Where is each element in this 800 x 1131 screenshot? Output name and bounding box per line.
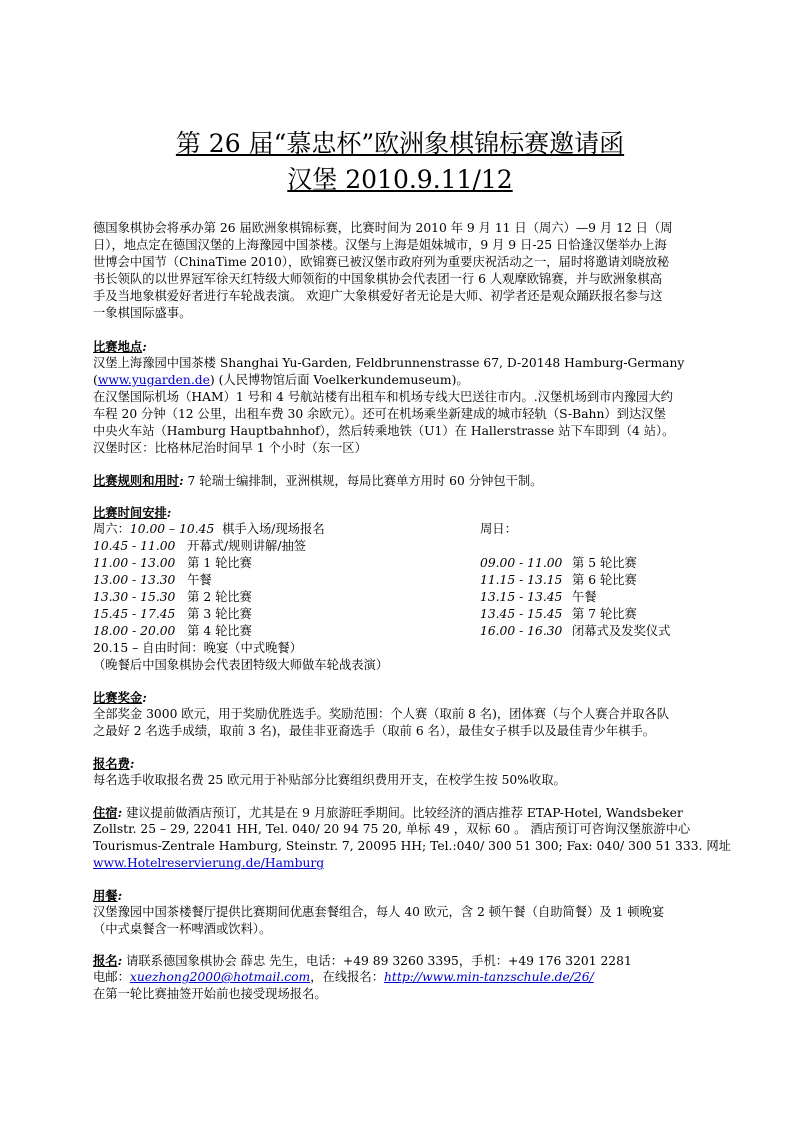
- registration-contact: 请联系德国象棋协会 薛忠 先生，电话：+49 89 3260 3395，手机：+49 176 3201 2281: [122, 954, 632, 968]
- schedule-heading-line: [93, 504, 708, 521]
- venue-open-paren: (: [93, 373, 98, 387]
- saturday-row: [93, 606, 252, 623]
- registration-heading-colon: :: [117, 953, 123, 968]
- venue-directions: 车程 20 分钟（12 公里，出租车费 30 余欧元）。还可在机场乘坐新建成的城市轻轨（S-Bahn）到达汉堡: [93, 407, 666, 421]
- meals-heading-line: [93, 887, 708, 904]
- lodging-text: Zollstr. 25 – 29, 22041 HH, Tel. 040/ 20 94 75 20, 单标 49 ，双标 60 。 酒店预订可咨询汉堡旅游中心: [93, 822, 691, 836]
- saturday-row: [93, 589, 252, 606]
- registration-email-line: [93, 969, 708, 986]
- schedule-event: 第 6 轮比赛: [572, 573, 637, 587]
- schedule-time: 10.00 – 10.45: [129, 522, 215, 536]
- intro-line: 手及当地象棋爱好者进行车轮战表演。 欢迎广大象棋爱好者无论是大师、初学者还是观众踊跃报名参与这: [93, 289, 663, 303]
- intro-paragraph: [93, 220, 708, 322]
- venue-heading-colon: :: [142, 339, 147, 354]
- prizes-section: [93, 689, 708, 740]
- prizes-heading: 比赛奖金: [93, 690, 143, 705]
- venue-directions: 在汉堡国际机场（HAM）1 号和 4 号航站楼有出租车和机场专线大巴送往市内。.汉堡机场到市内豫园大约: [93, 390, 673, 404]
- venue-website-line: [93, 372, 708, 389]
- schedule-table: [93, 521, 713, 681]
- meals-text: 汉堡豫园中国茶楼餐厅提供比赛期间优惠套餐组合，每人 40 欧元，含 2 顿午餐（自助简餐）及 1 顿晚宴: [93, 905, 665, 919]
- prizes-heading-colon: :: [142, 690, 147, 705]
- schedule-time: 11.15 - 13.15: [480, 573, 563, 587]
- schedule-time: 16.00 - 16.30: [480, 624, 563, 638]
- schedule-event: 闭幕式及发奖仪式: [572, 624, 671, 638]
- venue-website-link[interactable]: www.yugarden.de: [97, 373, 210, 387]
- sunday-row: [480, 589, 597, 606]
- schedule-event: 开幕式/规则讲解/抽签: [187, 539, 307, 553]
- registration-note: 在第一轮比赛抽签开始前也接受现场报名。: [93, 987, 327, 1001]
- schedule-time: 18.00 - 20.00: [93, 624, 176, 638]
- schedule-event: 第 3 轮比赛: [187, 607, 252, 621]
- venue-website-rest: ) (人民博物馆后面 Voelkerkundemuseum)。: [209, 373, 469, 387]
- saturday-label: 周六：: [93, 522, 130, 536]
- sunday-row: [480, 623, 670, 640]
- evening-line: （晚餐后中国象棋协会代表团特级大师做车轮战表演）: [93, 658, 389, 672]
- fee-heading: 报名费: [93, 756, 130, 771]
- schedule-event: 第 4 轮比赛: [187, 624, 252, 638]
- venue-directions: 中央火车站（Hamburg Hauptbahnhof），然后转乘地铁（U1）在 Hallerstrasse 站下车即到（4 站）。: [93, 424, 675, 438]
- schedule-time: 13.15 - 13.45: [480, 590, 563, 604]
- schedule-event: 第 2 轮比赛: [187, 590, 252, 604]
- schedule-time: 11.00 - 13.00: [93, 556, 176, 570]
- fee-heading-colon: :: [129, 756, 135, 771]
- schedule-time: 13.00 - 13.30: [93, 573, 176, 587]
- schedule-time: 13.30 - 15.30: [93, 590, 176, 604]
- rules-heading: 比赛规则和用时: [93, 473, 180, 488]
- schedule-time: 15.45 - 17.45: [93, 607, 176, 621]
- rules-text: 7 轮瑞士编排制，亚洲棋规，每局比赛单方用时 60 分钟包干制。: [183, 474, 543, 488]
- schedule-event: 第 7 轮比赛: [572, 607, 637, 621]
- sunday-row: [480, 555, 637, 572]
- schedule-event: 午餐: [187, 573, 212, 587]
- sunday-row: [480, 572, 637, 589]
- online-registration-link[interactable]: http://www.min-tanzschule.de/26/: [384, 970, 594, 984]
- email-link[interactable]: xuezhong2000@hotmail.com: [129, 970, 311, 984]
- online-registration-label: ，在线报名：: [310, 970, 385, 984]
- intro-line: 世博会中国节（ChinaTime 2010），欧锦赛已被汉堡市政府列为重要庆祝活动之一，届时将邀请刘晓放秘: [93, 255, 670, 269]
- rules-section: [93, 472, 708, 489]
- lodging-heading-colon: :: [117, 805, 123, 820]
- prizes-heading-line: [93, 689, 708, 706]
- meals-heading-colon: :: [117, 888, 123, 903]
- saturday-row: [93, 538, 306, 555]
- page-subtitle: 汉堡 2010.9.11/12: [287, 165, 513, 194]
- prizes-text: 全部奖金 3000 欧元，用于奖励优胜选手。奖励范围：个人赛（取前 8 名)，团体赛（与个人赛合并取各队: [93, 707, 670, 721]
- schedule-time: 10.45 - 11.00: [93, 539, 176, 553]
- schedule-time: 09.00 - 11.00: [480, 556, 563, 570]
- intro-line: 一象棋国际盛事。: [93, 306, 192, 320]
- registration-section: [93, 952, 708, 1003]
- lodging-link-line: [93, 855, 708, 872]
- schedule-event: 第 5 轮比赛: [572, 556, 637, 570]
- rules-heading-colon: :: [179, 473, 184, 488]
- fee-heading-line: [93, 755, 708, 772]
- sunday-row: [480, 606, 637, 623]
- schedule-event: 棋手入场/现场报名: [222, 522, 325, 536]
- evening-line: 20.15 – 自由时间：晚宴（中式晚餐）: [93, 641, 303, 655]
- saturday-row: [93, 623, 252, 640]
- lodging-text: Tourismus-Zentrale Hamburg, Steinstr. 7, 20095 HH; Tel.:040/ 300 51 300; Fax: 040/ 300 51 333. 网址: [93, 839, 731, 853]
- prizes-text: 之最好 2 名选手成绩，取前 3 名)，最佳非亚裔选手（取前 6 名），最佳女子棋手以及最佳青少年棋手。: [93, 724, 656, 738]
- intro-line: 德国象棋协会将承办第 26 届欧洲象棋锦标赛，比赛时间为 2010 年 9 月 11 日（周六）—9 月 12 日（周: [93, 221, 673, 235]
- sunday-label: 周日：: [480, 522, 517, 536]
- schedule-time: 13.45 - 15.45: [480, 607, 563, 621]
- venue-address: 汉堡上海豫园中国茶楼 Shanghai Yu-Garden, Feldbrunnenstrasse 67, D-20148 Hamburg-Germany: [93, 356, 685, 370]
- venue-heading-line: [93, 338, 708, 355]
- venue-heading: 比赛地点: [93, 339, 143, 354]
- schedule-event: 第 1 轮比赛: [187, 556, 252, 570]
- saturday-row: [93, 521, 325, 538]
- lodging-line: [93, 804, 708, 821]
- fee-text: 每名选手收取报名费 25 欧元用于补贴部分比赛组织费用开支，在校学生按 50%收取。: [93, 773, 566, 787]
- schedule-heading: 比赛时间安排: [93, 505, 167, 520]
- hotel-reservation-link[interactable]: www.Hotelreservierung.de/Hamburg: [93, 856, 325, 870]
- venue-timezone: 汉堡时区：比格林尼治时间早 1 个小时（东一区）: [93, 441, 367, 455]
- schedule-section: [93, 504, 708, 521]
- meals-text: （中式桌餐含一杯啤酒或饮料）。: [93, 922, 272, 936]
- registration-heading: 报名: [93, 953, 118, 968]
- saturday-row: [93, 572, 212, 589]
- schedule-heading-colon: :: [166, 505, 172, 520]
- fee-section: [93, 755, 708, 789]
- rules-line: [93, 472, 708, 489]
- email-label: 电邮：: [93, 970, 130, 984]
- lodging-section: [93, 804, 731, 872]
- intro-line: 日），地点定在德国汉堡的上海豫园中国茶楼。汉堡与上海是姐妹城市，9 月 9 日-25 日恰逢汉堡举办上海: [93, 238, 667, 252]
- saturday-row: [93, 555, 252, 572]
- intro-line: 书长领队的以世界冠军徐天红特级大师领衔的中国象棋协会代表团一行 6 人观摩欧锦赛，并与欧洲象棋高: [93, 272, 663, 286]
- lodging-heading: 住宿: [93, 805, 118, 820]
- schedule-event: 午餐: [572, 590, 597, 604]
- meals-heading: 用餐: [93, 888, 118, 903]
- page-title: 第 26 届“慕忠杯”欧洲象棋锦标赛邀请函: [175, 129, 625, 158]
- registration-line: [93, 952, 708, 969]
- meals-section: [93, 887, 708, 938]
- lodging-text: 建议提前做酒店预订，尤其是在 9 月旅游旺季期间。比较经济的酒店推荐 ETAP-Hotel, Wandsbeker: [122, 806, 683, 820]
- venue-section: [93, 338, 708, 457]
